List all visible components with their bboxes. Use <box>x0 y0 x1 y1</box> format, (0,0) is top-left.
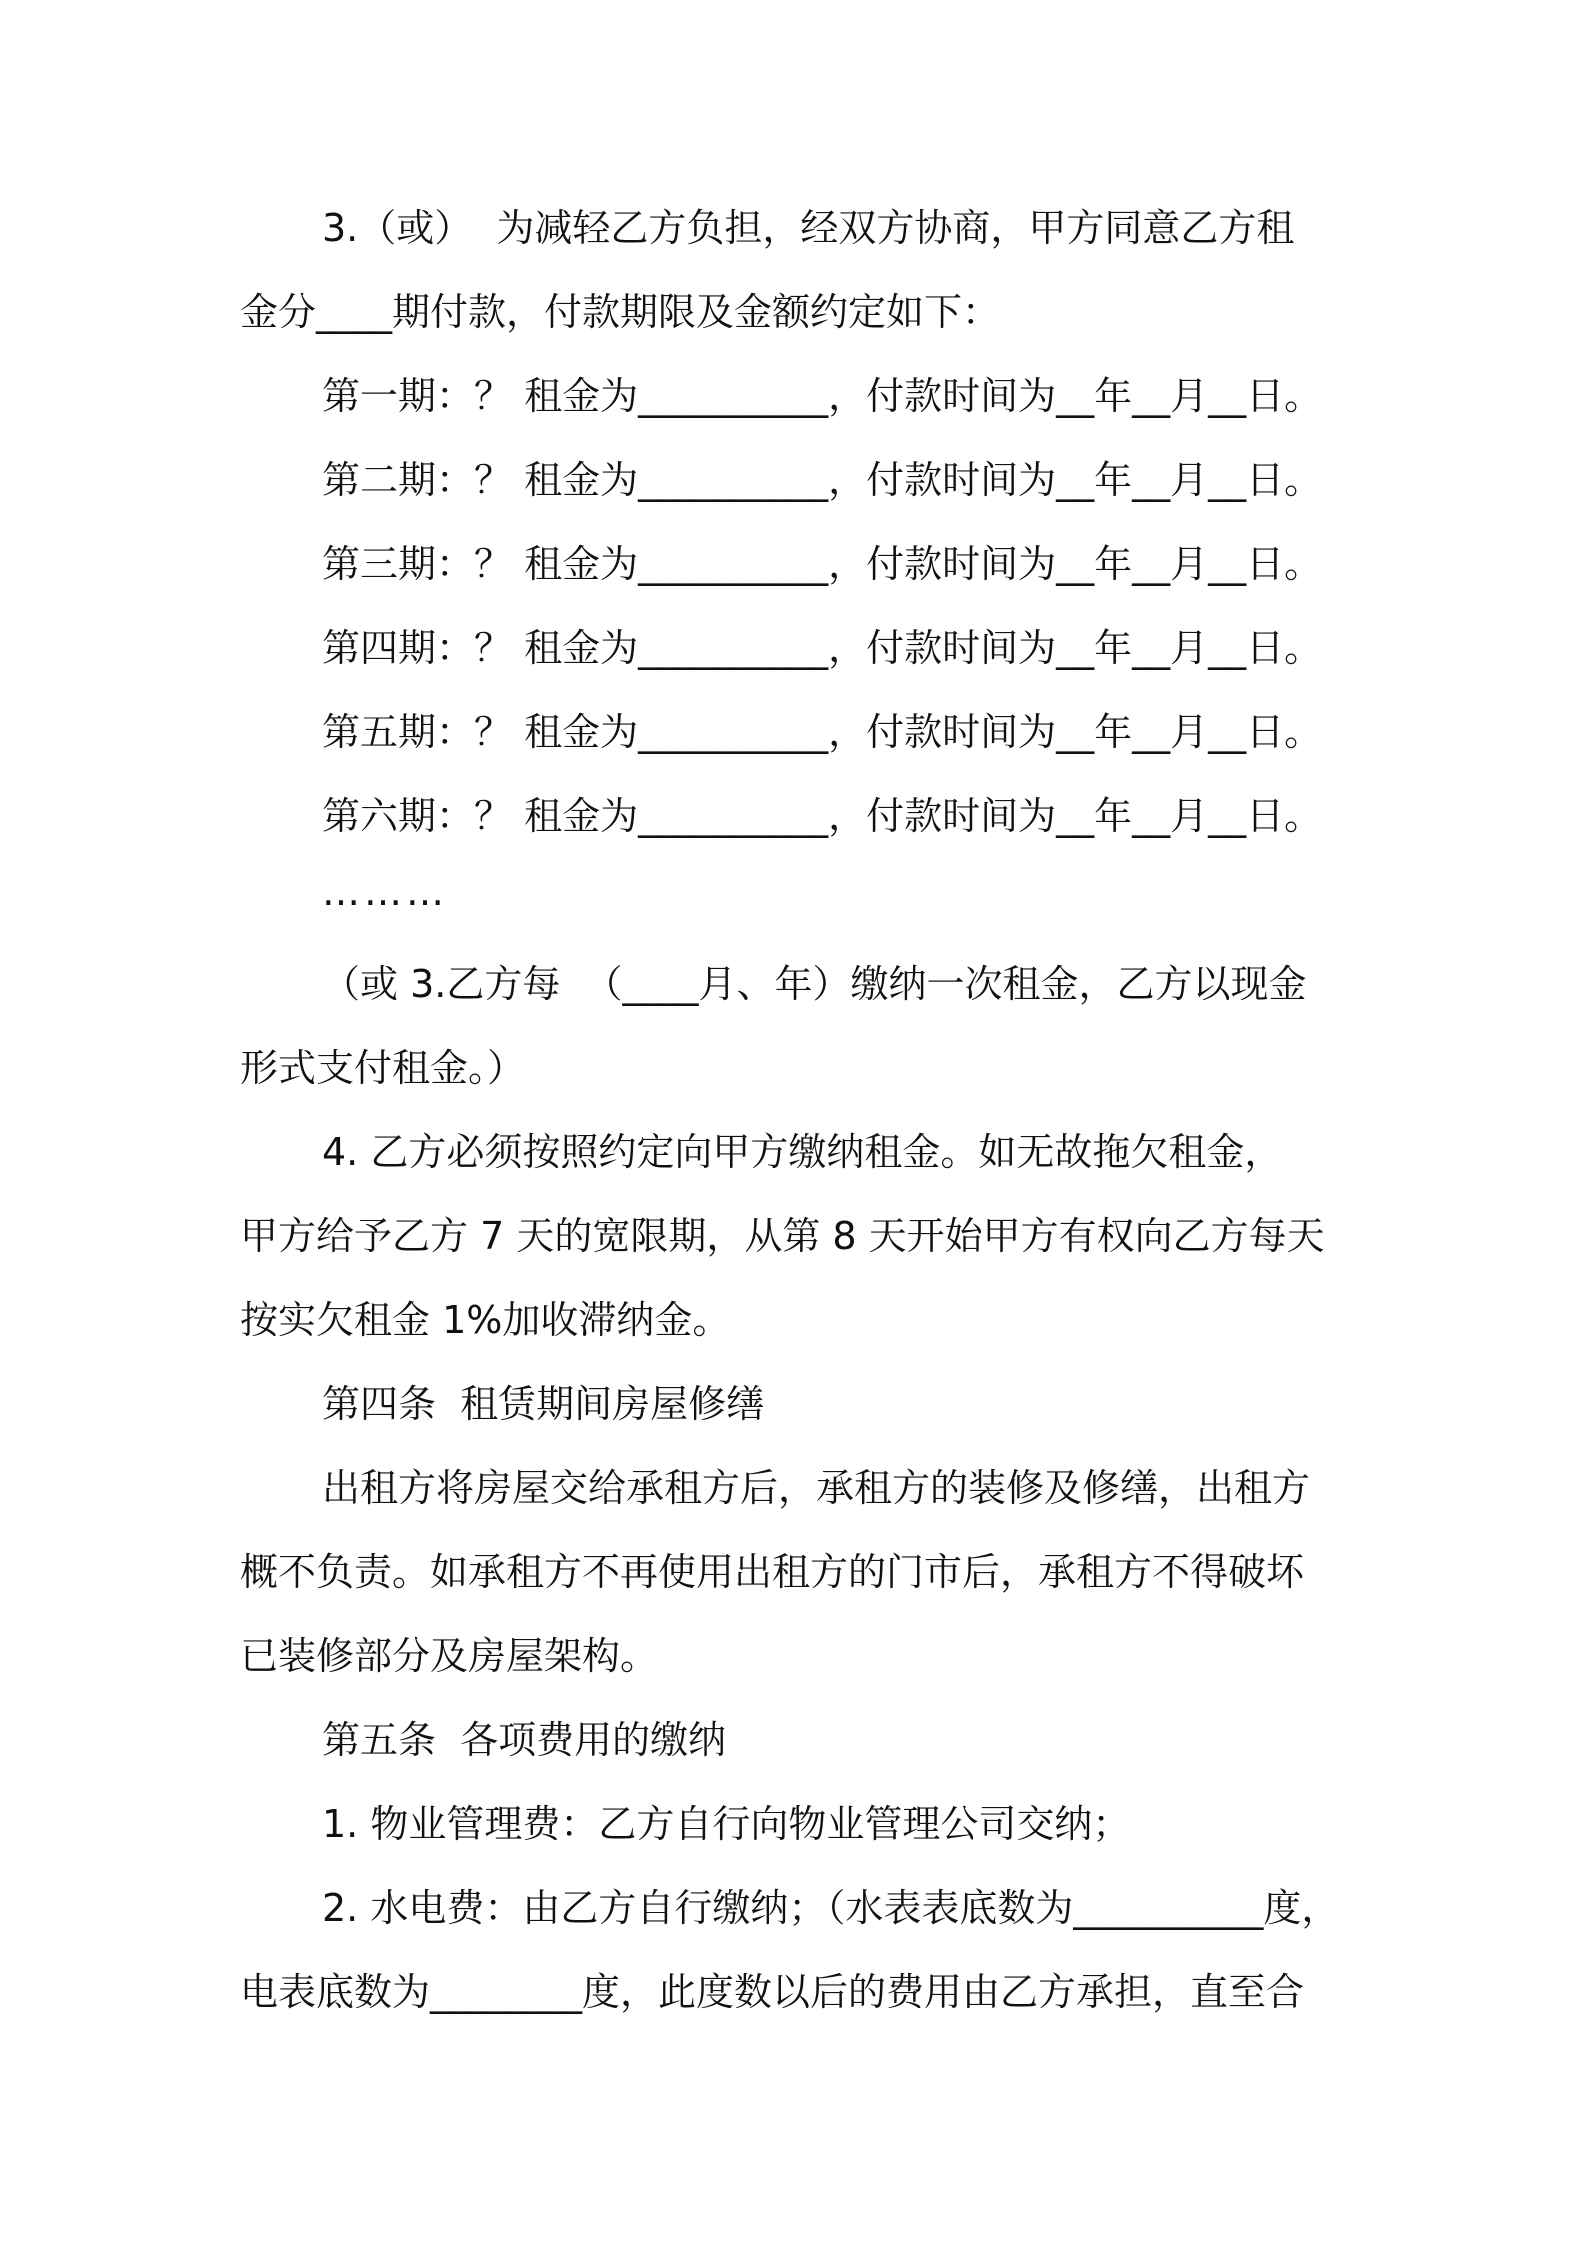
clause-4-line-2: 甲方给予乙方 7 天的宽限期，从第 8 天开始甲方有权向乙方每天 <box>240 1214 1325 1258</box>
alternative-clause-3-line-1: （或 3.乙方每 （____月、年）缴纳一次租金，乙方以现金 <box>322 962 1307 1006</box>
article-4-body-line-3: 已装修部分及房屋架构。 <box>240 1634 659 1678</box>
clause-3-installment-intro: 3.（或） 为减轻乙方负担，经双方协商，甲方同意乙方租 <box>322 206 1295 250</box>
installment-1: 第一期：？ 租金为__________，付款时间为__年__月__日。 <box>322 374 1323 418</box>
installment-4: 第四期：？ 租金为__________，付款时间为__年__月__日。 <box>322 626 1323 670</box>
ellipsis: ……… <box>322 870 448 914</box>
clause-4-line-3: 按实欠租金 1%加收滞纳金。 <box>240 1298 731 1342</box>
article-5-item-2-line-2: 电表底数为________度，此度数以后的费用由乙方承担，直至合 <box>240 1970 1305 2014</box>
clause-3-installment-count: 金分____期付款，付款期限及金额约定如下： <box>240 290 1001 334</box>
article-5-heading: 第五条 各项费用的缴纳 <box>322 1718 727 1762</box>
article-4-body-line-1: 出租方将房屋交给承租方后，承租方的装修及修缮，出租方 <box>322 1466 1311 1510</box>
installment-2: 第二期：？ 租金为__________，付款时间为__年__月__日。 <box>322 458 1323 502</box>
alternative-clause-3-line-2: 形式支付租金。） <box>240 1046 526 1090</box>
article-5-item-2-line-1: 2. 水电费：由乙方自行缴纳；（水表表底数为__________度， <box>322 1886 1340 1930</box>
installment-6: 第六期：？ 租金为__________，付款时间为__年__月__日。 <box>322 794 1323 838</box>
installment-5: 第五期：？ 租金为__________，付款时间为__年__月__日。 <box>322 710 1323 754</box>
article-5-item-1: 1. 物业管理费：乙方自行向物业管理公司交纳； <box>322 1802 1131 1846</box>
installment-3: 第三期：？ 租金为__________，付款时间为__年__月__日。 <box>322 542 1323 586</box>
article-4-body-line-2: 概不负责。如承租方不再使用出租方的门市后，承租方不得破坏 <box>240 1550 1305 1594</box>
clause-4-line-1: 4. 乙方必须按照约定向甲方缴纳租金。如无故拖欠租金， <box>322 1130 1283 1174</box>
article-4-heading: 第四条 租赁期间房屋修缮 <box>322 1382 765 1426</box>
